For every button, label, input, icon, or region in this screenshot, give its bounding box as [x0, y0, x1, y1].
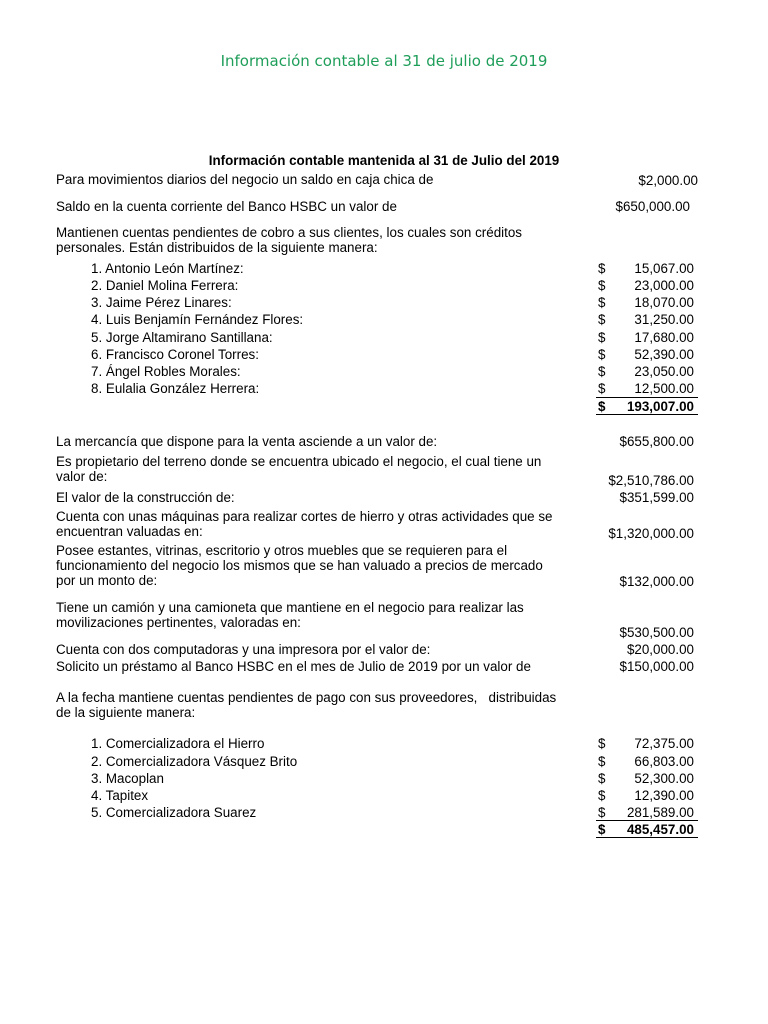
prestamo-value: $150,000.00 — [619, 659, 694, 674]
list-item-amount: 23,050.00 — [634, 364, 694, 379]
mercancia-value: $655,800.00 — [619, 434, 694, 449]
clientes-intro-line2: personales. Están distribuidos de la siguiente manera: — [56, 240, 378, 255]
caja-text: Para movimientos diarios del negocio un saldo en caja chica de — [56, 172, 434, 187]
currency-sign: $ — [598, 364, 606, 379]
currency-sign: $ — [598, 295, 606, 310]
list-item: 1. Comercializadora el Hierro — [91, 736, 265, 751]
proveedores-intro-line2: de la siguiente manera: — [56, 705, 196, 720]
muebles-line3: por un monto de: — [56, 573, 158, 588]
currency-sign: $ — [598, 278, 606, 293]
total-underline — [596, 837, 698, 838]
computadoras-value: $20,000.00 — [626, 642, 694, 657]
construccion-text: El valor de la construcción de: — [56, 490, 235, 505]
vehiculos-line1: Tiene un camión y una camioneta que mantiene en el negocio para realizar las — [56, 600, 524, 615]
total-underline — [596, 820, 698, 821]
list-item-amount: 52,390.00 — [634, 347, 694, 362]
currency-sign: $ — [598, 399, 606, 414]
list-item: 5. Comercializadora Suarez — [91, 805, 257, 820]
muebles-line1: Posee estantes, vitrinas, escritorio y otros muebles que se requieren para el — [56, 543, 508, 558]
list-item: 4. Tapitex — [91, 788, 149, 803]
terreno-value: $2,510,786.00 — [608, 473, 694, 488]
currency-sign: $ — [598, 788, 606, 803]
total-underline — [596, 397, 698, 398]
clientes-intro-line1: Mantienen cuentas pendientes de cobro a sus clientes, los cuales son créditos — [56, 225, 522, 240]
caja-value: $2,000.00 — [638, 173, 698, 188]
prestamo-text: Solicito un préstamo al Banco HSBC en el mes de Julio de 2019 por un valor de — [56, 659, 531, 674]
proveedores-total: 485,457.00 — [626, 822, 694, 837]
list-item: 3. Jaime Pérez Linares: — [91, 295, 232, 310]
currency-sign: $ — [598, 771, 606, 786]
currency-sign: $ — [598, 312, 606, 327]
list-item: 2. Comercializadora Vásquez Brito — [91, 754, 298, 769]
currency-sign: $ — [598, 805, 606, 820]
list-item-amount: 72,375.00 — [634, 736, 694, 751]
banco-value: $650,000.00 — [615, 199, 690, 214]
currency-sign: $ — [598, 330, 606, 345]
clientes-total: 193,007.00 — [626, 399, 694, 414]
list-item-amount: 18,070.00 — [634, 295, 694, 310]
list-item: 3. Macoplan — [91, 771, 164, 786]
vehiculos-value: $530,500.00 — [619, 625, 694, 640]
computadoras-text: Cuenta con dos computadoras y una impresora por el valor de: — [56, 642, 431, 657]
page-header-title: Información contable al 31 de julio de 2019 — [220, 52, 548, 70]
maquinas-line2: encuentran valuadas en: — [56, 524, 203, 539]
list-item: 8. Eulalia González Herrera: — [91, 381, 260, 396]
list-item: 7. Ángel Robles Morales: — [91, 364, 241, 379]
list-item-amount: 17,680.00 — [634, 330, 694, 345]
proveedores-intro-line1: A la fecha mantiene cuentas pendientes de pago con sus proveedores, distribuidas — [56, 690, 557, 705]
mercancia-text: La mercancía que dispone para la venta asciende a un valor de: — [56, 434, 438, 449]
muebles-value: $132,000.00 — [619, 574, 694, 589]
total-underline — [596, 414, 698, 415]
list-item: 4. Luis Benjamín Fernández Flores: — [91, 312, 304, 327]
currency-sign: $ — [598, 736, 606, 751]
list-item-amount: 31,250.00 — [634, 312, 694, 327]
terreno-line1: Es propietario del terreno donde se encuentra ubicado el negocio, el cual tiene un — [56, 454, 542, 469]
muebles-line2: funcionamiento del negocio los mismos que se han valuado a precios de mercado — [56, 558, 543, 573]
terreno-line2: valor de: — [56, 469, 108, 484]
list-item-amount: 52,300.00 — [634, 771, 694, 786]
currency-sign: $ — [598, 261, 606, 276]
list-item-amount: 281,589.00 — [626, 805, 694, 820]
currency-sign: $ — [598, 754, 606, 769]
maquinas-line1: Cuenta con unas máquinas para realizar cortes de hierro y otras actividades que se — [56, 509, 553, 524]
list-item-amount: 12,500.00 — [634, 381, 694, 396]
list-item-amount: 66,803.00 — [634, 754, 694, 769]
document-heading: Información contable mantenida al 31 de Julio del 2019 — [208, 153, 560, 168]
list-item-amount: 15,067.00 — [634, 261, 694, 276]
list-item: 5. Jorge Altamirano Santillana: — [91, 330, 273, 345]
construccion-value: $351,599.00 — [619, 490, 694, 505]
list-item: 1. Antonio León Martínez: — [91, 261, 244, 276]
list-item-amount: 23,000.00 — [634, 278, 694, 293]
banco-text: Saldo en la cuenta corriente del Banco HSBC un valor de — [56, 199, 397, 214]
list-item: 6. Francisco Coronel Torres: — [91, 347, 259, 362]
maquinas-value: $1,320,000.00 — [608, 526, 694, 541]
currency-sign: $ — [598, 347, 606, 362]
currency-sign: $ — [598, 381, 606, 396]
currency-sign: $ — [598, 822, 606, 837]
list-item: 2. Daniel Molina Ferrera: — [91, 278, 239, 293]
list-item-amount: 12,390.00 — [634, 788, 694, 803]
vehiculos-line2: movilizaciones pertinentes, valoradas en: — [56, 615, 301, 630]
